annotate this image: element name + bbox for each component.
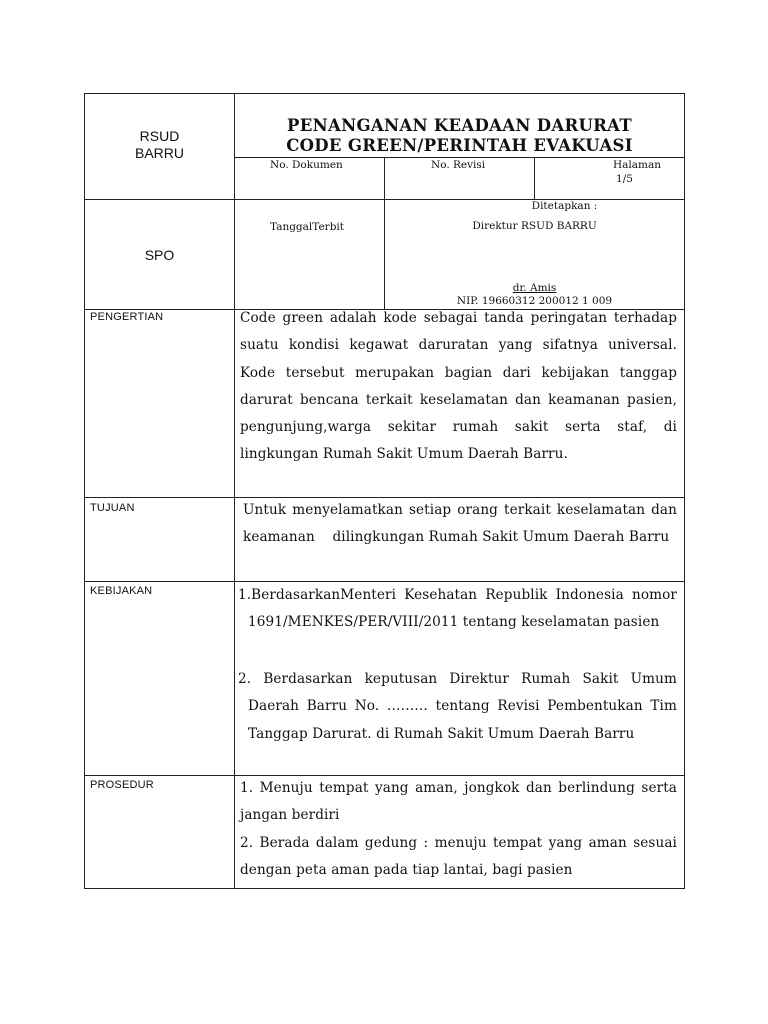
- prosedur-item1-cell: [240, 775, 677, 830]
- hospital-name: [85, 128, 234, 162]
- kebijakan-item1-number: 1.: [238, 587, 252, 603]
- prosedur-item2-cell: [240, 830, 677, 885]
- tanggal-terbit-label: TanggalTerbit: [270, 221, 344, 233]
- no-revisi-label: No. Revisi: [431, 159, 486, 171]
- kebijakan-label: KEBIJAKAN: [90, 585, 153, 597]
- tujuan-label: TUJUAN: [90, 502, 135, 514]
- halaman-value: 1/5: [616, 173, 633, 185]
- no-dokumen-label: No. Dokumen: [270, 159, 343, 171]
- signer-name-text: dr. Amis: [512, 282, 557, 294]
- pengertian-text-cell: [240, 305, 677, 469]
- pengertian-text: Code green adalah kode sebagai tanda peringatan terhadap suatu kondisi kegawat daruratan yang sifatnya universal. Kode tersebut merupakan bagian dari kebijakan tanggap darurat bencana terkait keselamatan dan keamanan pasien, pengunjung,warga sekitar rumah sakit serta staf, di lingkungan Rumah Sakit Umum Daerah Barru.: [240, 310, 677, 463]
- kebijakan-item2: [238, 666, 677, 748]
- hospital-name-line2: BARRU: [134, 145, 184, 161]
- table-border-bottom: [84, 888, 685, 889]
- kebijakan-item1-cell: [238, 582, 677, 637]
- table-border-right: [684, 93, 685, 889]
- kebijakan-item2-text: Berdasarkan keputusan Direktur Rumah Sakit Umum Daerah Barru No. ……… tentang Revisi Pembentukan Tim Tanggap Darurat. di Rumah Sakit Umum Daerah Barru: [248, 671, 677, 742]
- document-title: [235, 116, 684, 156]
- title-line1: PENANGANAN KEADAAN DARURAT: [287, 116, 632, 135]
- tujuan-text-cell: [243, 497, 682, 552]
- kebijakan-item2-number: 2.: [238, 671, 252, 687]
- title-line2: CODE GREEN/PERINTAH EVAKUASI: [286, 136, 633, 155]
- signer-name: [385, 282, 684, 294]
- kebijakan-item1-text: BerdasarkanMenteri Kesehatan Republik Indonesia nomor 1691/MENKES/PER/VIII/2011 tentang keselamatan pasien: [248, 587, 677, 631]
- tujuan-text: Untuk menyelamatkan setiap orang terkait keselamatan dan keamanan dilingkungan Rumah Sakit Umum Daerah Barru: [243, 502, 682, 546]
- kebijakan-item1: [238, 582, 677, 637]
- ditetapkan-label: Ditetapkan :: [531, 200, 598, 212]
- column-divider: [234, 93, 235, 889]
- prosedur-label: PROSEDUR: [90, 779, 154, 791]
- table-border-top: [84, 93, 685, 94]
- prosedur-item2: 2. Berada dalam gedung : menuju tempat yang aman sesuai dengan peta aman pada tiap lantai, bagi pasien: [240, 835, 677, 879]
- spo-label: SPO: [144, 247, 175, 263]
- halaman-label: Halaman: [613, 159, 662, 171]
- prosedur-item1: 1. Menuju tempat yang aman, jongkok dan berlindung serta jangan berdiri: [240, 780, 677, 824]
- direktur-label: Direktur RSUD BARRU: [472, 220, 597, 232]
- signer-nip: NIP. 19660312 200012 1 009: [456, 295, 613, 307]
- table-border-left: [84, 93, 85, 889]
- halaman-block: [535, 158, 684, 186]
- pengertian-label: PENGERTIAN: [90, 311, 164, 323]
- kebijakan-item2-cell: [238, 666, 677, 748]
- hospital-name-line1: RSUD: [139, 128, 180, 144]
